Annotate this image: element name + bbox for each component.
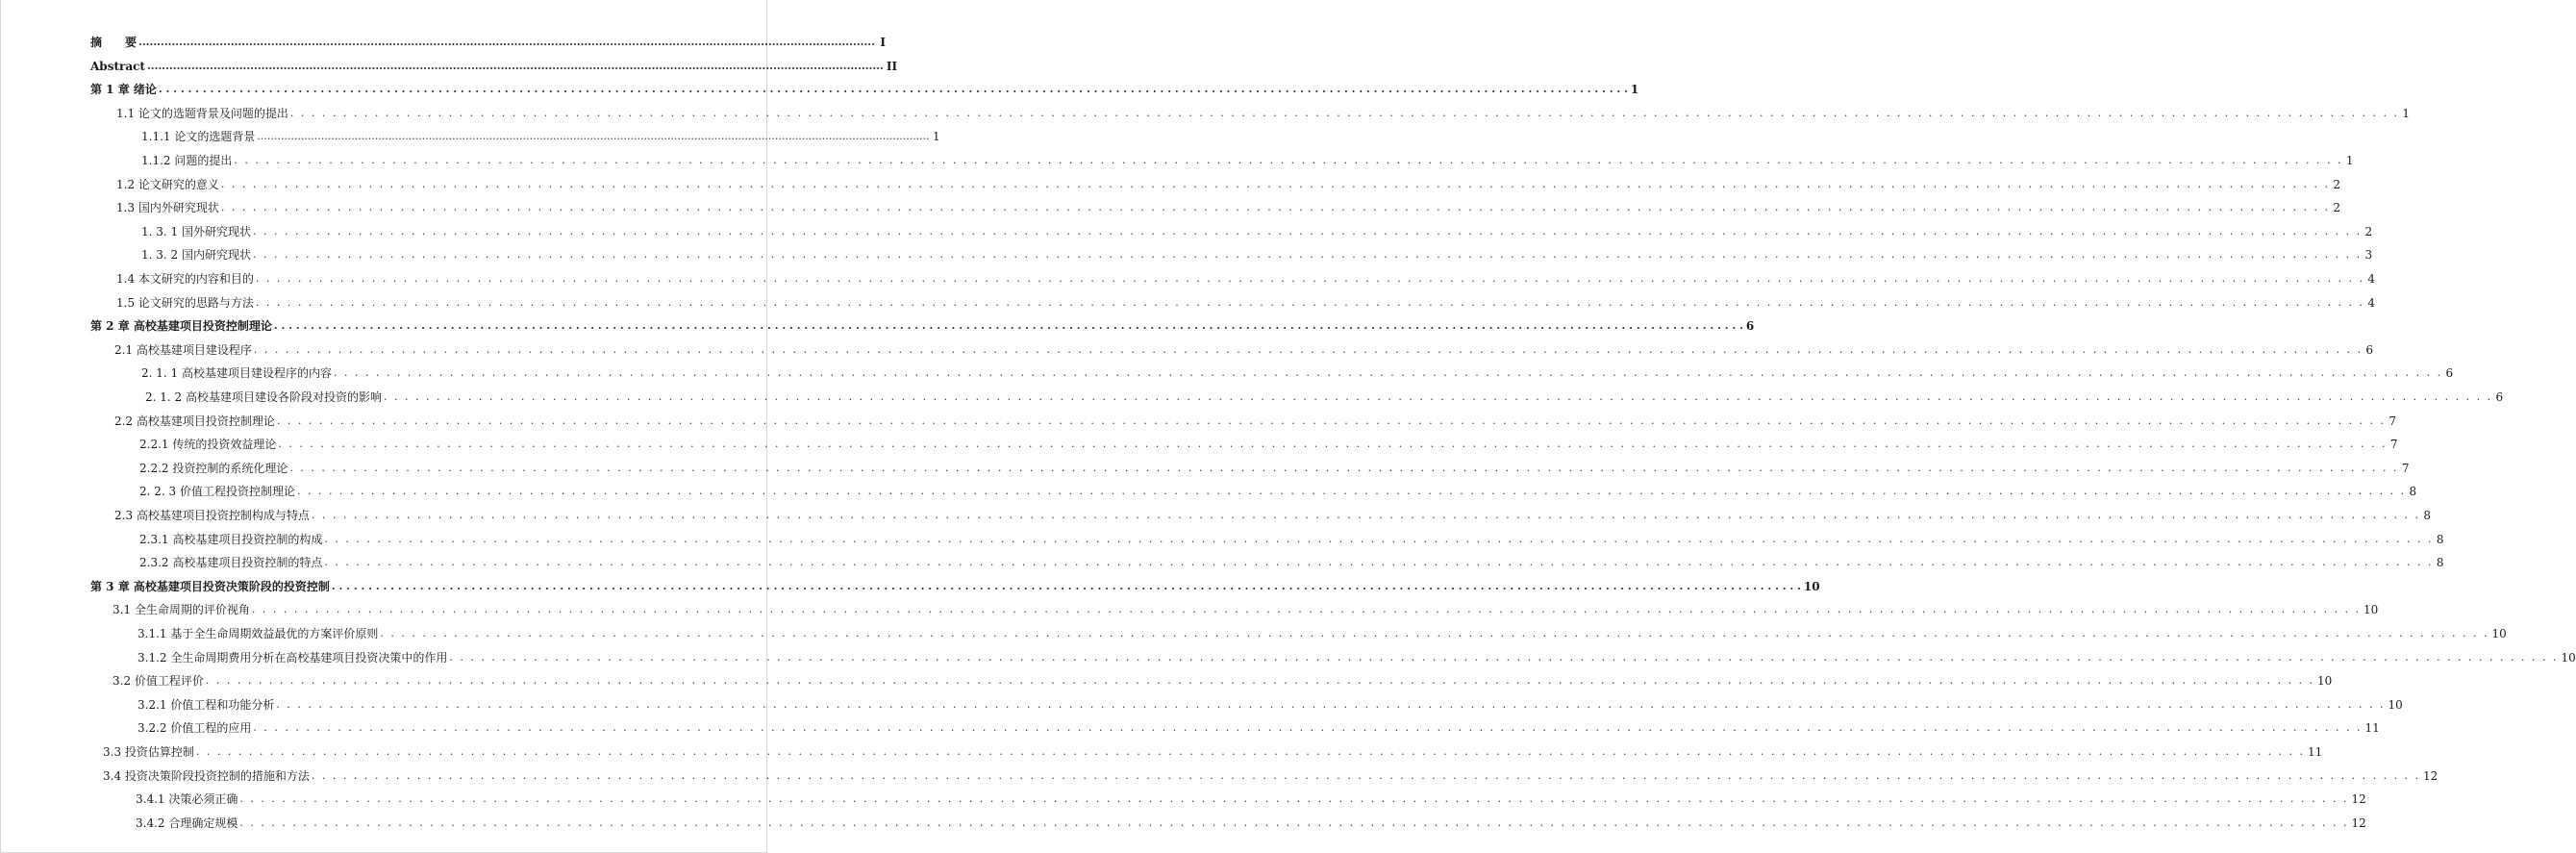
toc-entry-page-number: 1 (933, 130, 940, 144)
toc-entry-page-number: 10 (2561, 650, 2576, 665)
dot-leader: . . . . . . . . . . . . . . . . . . . . . . . . . . . . . . . . . . . . . . . . . . . . . . . . . . . . . . . . . . . . . . . . . . . . . . . . . . . . . . . . . . . . . . . . . . . . . . . . . . . . . . . . . . . . . . . . . . . . . . . . . . . . . . . . . . . . . . . . . . . . . . . . . . . . . . . . . . . . . . . . . . . . . . . . . . . . . . . . . . . . . . . . . . . . . . . . . . . . . . . . (239, 792, 2349, 806)
toc-entry-title: 2. 1. 1 高校基建项目建设程序的内容 (141, 366, 332, 381)
toc-entry-page-number: 4 (2367, 272, 2376, 286)
toc-entry[interactable] (145, 385, 2504, 404)
toc-entry[interactable] (90, 30, 886, 49)
toc-entry-title: 2.2 高校基建项目投资控制理论 (114, 414, 275, 428)
toc-entry-title: 3.4.1 决策必须正确 (136, 792, 238, 807)
toc-entry-title: 3.4 投资决策阶段投资控制的措施和方法 (103, 768, 310, 783)
toc-entry-page-number: 6 (2365, 342, 2374, 357)
toc-entry-page-number: 7 (2401, 461, 2410, 475)
dot-leader: ........................................................................................................................................................................................................ (146, 59, 884, 72)
toc-entry[interactable] (90, 574, 1820, 593)
dot-leader: . . . . . . . . . . . . . . . . . . . . . . . . . . . . . . . . . . . . . . . . . . . . . . . . . . . . . . . . . . . . . . . . . . . . . . . . . . . . . . . . . . . . . . . . . . . . . . . . . . . . . . . . . . . . . . . . . . . . . . . . . . . . . . . . . . . . . . . . . . . . . . . . . . . . . . . . . . . . . . . . . . . . . . . . . . . . . . . . . . . . . . . . . . . . . . . . . . . . . . . . (252, 248, 2363, 262)
toc-entry-title: Abstract (90, 59, 145, 73)
dot-leader: . . . . . . . . . . . . . . . . . . . . . . . . . . . . . . . . . . . . . . . . . . . . . . . . . . . . . . . . . . . . . . . . . . . . . . . . . . . . . . . . . . . . . . . . . . . . . . . . . . . . . . . . . . . . . . . . . . . . . . . . . . . . . . . . . . . . . . . . . . . . . . . . . . . . . . . . . . . . . . . . . . . . . . . . . . . . . . . . . . . . . . . . . . . . . . . . . . . . . . . . (311, 768, 2421, 782)
toc-entry-title: 2.3.2 高校基建项目投资控制的特点 (139, 556, 323, 570)
toc-entry[interactable] (136, 787, 2366, 807)
toc-entry-page-number: 10 (1803, 579, 1820, 593)
toc-entry-page-number: 11 (2364, 721, 2380, 736)
toc-entry[interactable] (114, 503, 2432, 522)
dot-leader: . . . . . . . . . . . . . . . . . . . . . . . . . . . . . . . . . . . . . . . . . . . . . . . . . . . . . . . . . . . . . . . . . . . . . . . . . . . . . . . . . . . . . . . . . . . . . . . . . . . . . . . . . . . . . . . . . . . . . . . . . . . . . . . . . . . . . . . . . . . . . . . . . . . . . . . . . . . . . . . . . . . . . . . . . . . . . . . . . . . . . . . . . . . . . . . . . . . . . . . . (158, 83, 1628, 96)
toc-entry[interactable] (139, 432, 2398, 452)
toc-entry-title: 3.1 全生命周期的评价视角 (113, 603, 250, 617)
dot-leader: ........................................................................................................................................................................................................ (138, 36, 875, 48)
dot-leader: . . . . . . . . . . . . . . . . . . . . . . . . . . . . . . . . . . . . . . . . . . . . . . . . . . . . . . . . . . . . . . . . . . . . . . . . . . . . . . . . . . . . . . . . . . . . . . . . . . . . . . . . . . . . . . . . . . . . . . . . . . . . . . . . . . . . . . . . . . . . . . . . . . . . . . . . . . . . . . . . . . . . . . . . . . . . . . . . . . . . . . . . . . . . . . . . . . . . . . . . (278, 438, 2388, 451)
toc-entry[interactable] (114, 409, 2397, 428)
toc-entry-page-number: 8 (2436, 556, 2444, 570)
toc-entry-title: 摘 要 (90, 36, 138, 49)
toc-entry-page-number: 7 (2388, 414, 2397, 428)
dot-leader: . . . . . . . . . . . . . . . . . . . . . . . . . . . . . . . . . . . . . . . . . . . . . . . . . . . . . . . . . . . . . . . . . . . . . . . . . . . . . . . . . . . . . . . . . . . . . . . . . . . . . . . . . . . . . . . . . . . . . . . . . . . . . . . . . . . . . . . . . . . . . . . . . . . . . . . . . . . . . . . . . . . . . . . . . . . . . . . . . . . . . . . . . . . . . . . . . . . . . . . . (333, 366, 2443, 380)
toc-entry[interactable] (138, 692, 2403, 712)
toc-entry[interactable] (90, 77, 1639, 97)
toc-entry-title: 1.1 论文的选题背景及问题的提出 (116, 106, 288, 120)
toc-entry[interactable] (139, 550, 2444, 570)
toc-entry[interactable] (139, 479, 2417, 499)
toc-entry-page-number: 11 (2308, 745, 2323, 759)
toc-entry-title: 第 1 章 绪论 (90, 83, 157, 97)
toc-entry[interactable] (116, 195, 2341, 215)
toc-entry-title: 1.3 国内外研究现状 (116, 201, 219, 215)
toc-entry-page-number: 2 (2333, 177, 2341, 191)
toc-entry[interactable] (113, 668, 2333, 689)
toc-entry-page-number: 7 (2389, 438, 2398, 452)
dot-leader: . . . . . . . . . . . . . . . . . . . . . . . . . . . . . . . . . . . . . . . . . . . . . . . . . . . . . . . . . . . . . . . . . . . . . . . . . . . . . . . . . . . . . . . . . . . . . . . . . . . . . . . . . . . . . . . . . . . . . . . . . . . . . . . . . . . . . . . . . . . . . . . . . . . . . . . . . . . . . . . . . . . . . . . . . . . . . . . . . . . . . . . . . . . . . . . . . . . . . . . . (220, 177, 2331, 190)
toc-entry-page-number: 12 (2351, 815, 2366, 830)
toc-entry-page-number: 8 (2436, 532, 2444, 546)
dot-leader: . . . . . . . . . . . . . . . . . . . . . . . . . . . . . . . . . . . . . . . . . . . . . . . . . . . . . . . . . . . . . . . . . . . . . . . . . . . . . . . . . . . . . . . . . . . . . . . . . . . . . . . . . . . . . . . . . . . . . . . . . . . . . . . . . . . . . . . . . . . . . . . . . . . . . . . . . . . . . . . . . . . . . . . . . . . . . . . . . . . . . . . . . . . . . . . . . . . . . . . . (195, 745, 2306, 758)
dot-leader: . . . . . . . . . . . . . . . . . . . . . . . . . . . . . . . . . . . . . . . . . . . . . . . . . . . . . . . . . . . . . . . . . . . . . . . . . . . . . . . . . . . . . . . . . . . . . . . . . . . . . . . . . . . . . . . . . . . . . . . . . . . . . . . . . . . . . . . . . . . . . . . . . . . . . . . . . . . . . . . . . . . . . . . . . . . . . . . . . . . . . . . . . . . . . . . . . . . . . . . . (380, 627, 2489, 640)
dot-leader: . . . . . . . . . . . . . . . . . . . . . . . . . . . . . . . . . . . . . . . . . . . . . . . . . . . . . . . . . . . . . . . . . . . . . . . . . . . . . . . . . . . . . . . . . . . . . . . . . . . . . . . . . . . . . . . . . . . . . . . . . . . . . . . . . . . . . . . . . . . . . . . . . . . . . . . . . . . . . . . . . . . . . . . . . . . . . . . . . . . . . . . . . . . . . . . . . . . . . . . . (251, 603, 2362, 616)
toc-entry-title: 1. 3. 2 国内研究现状 (141, 248, 251, 263)
toc-entry-page-number: 10 (2363, 603, 2379, 617)
toc-entry-title: 第 2 章 高校基建项目投资控制理论 (90, 319, 272, 334)
dot-leader: . . . . . . . . . . . . . . . . . . . . . . . . . . . . . . . . . . . . . . . . . . . . . . . . . . . . . . . . . . . . . . . . . . . . . . . . . . . . . . . . . . . . . . . . . . . . . . . . . . . . . . . . . . . . . . . . . . . . . . . . . . . . . . . . . . . . . . . . . . . . . . . . . . . . . . . . . . . . . . . . . . . . . . . . . . . . . . . . . . . . . . . . . . . . . . . . . . . . . . . . (331, 579, 1801, 592)
toc-entry-page-number: 10 (2388, 697, 2403, 712)
toc-entry[interactable] (141, 361, 2454, 381)
toc-entry[interactable] (136, 811, 2366, 830)
toc-entry[interactable] (138, 645, 2576, 665)
dot-leader: . . . . . . . . . . . . . . . . . . . . . . . . . . . . . . . . . . . . . . . . . . . . . . . . . . . . . . . . . . . . . . . . . . . . . . . . . . . . . . . . . . . . . . . . . . . . . . . . . . . . . . . . . . . . . . . . . . . . . . . . . . . . . . . . . . . . . . . . . . . . . . . . . . . . . . . . . . . . . . . . . . . . . . . . . . . . . . . . . . . . . . . . . . . . . . . . . . . . . . . . (449, 650, 2559, 664)
toc-entry[interactable] (103, 764, 2438, 783)
toc-entry-title: 3.4.2 合理确定规模 (136, 815, 238, 830)
dot-leader: . . . . . . . . . . . . . . . . . . . . . . . . . . . . . . . . . . . . . . . . . . . . . . . . . . . . . . . . . . . . . . . . . . . . . . . . . . . . . . . . . . . . . . . . . . . . . . . . . . . . . . . . . . . . . . . . . . . . . . . . . . . . . . . . . . . . . . . . . . . . . . . . . . . . . . . . . . . . . . . . . . . . . . . . . . . . . . . . . . . . . . . . . . . . . . . . . . . . . . . . (324, 556, 2434, 569)
toc-entry-page-number: 6 (2445, 366, 2454, 381)
toc-entry-title: 3.1.2 全生命周期费用分析在高校基建项目投资决策中的作用 (138, 650, 448, 665)
toc-entry[interactable] (141, 124, 940, 144)
toc-entry-title: 2.3 高校基建项目投资控制构成与特点 (114, 509, 310, 522)
toc-entry-page-number: II (886, 59, 898, 73)
toc-entry-title: 2. 2. 3 价值工程投资控制理论 (139, 485, 295, 499)
toc-entry-title: 1.5 论文研究的思路与方法 (116, 295, 254, 310)
dot-leader: . . . . . . . . . . . . . . . . . . . . . . . . . . . . . . . . . . . . . . . . . . . . . . . . . . . . . . . . . . . . . . . . . . . . . . . . . . . . . . . . . . . . . . . . . . . . . . . . . . . . . . . . . . . . . . . . . . . . . . . . . . . . . . . . . . . . . . . . . . . . . . . . . . . . . . . . . . . . . . . . . . . . . . . . . . . . . . . . . . . . . . . . . . . . . . . . . . . . . . . . (205, 674, 2315, 688)
dot-leader: . . . . . . . . . . . . . . . . . . . . . . . . . . . . . . . . . . . . . . . . . . . . . . . . . . . . . . . . . . . . . . . . . . . . . . . . . . . . . . . . . . . . . . . . . . . . . . . . . . . . . . . . . . . . . . . . . . . . . . . . . . . . . . . . . . . . . . . . . . . . . . . . . . . . . . . . . . . . . . . . . . . . . . . . . . . . . . . . . . . . . . . . . . . . . . . . . . . . . . . . (253, 342, 2363, 356)
toc-entry-title: 1.1.1 论文的选题背景 (141, 130, 256, 144)
dot-leader: . . . . . . . . . . . . . . . . . . . . . . . . . . . . . . . . . . . . . . . . . . . . . . . . . . . . . . . . . . . . . . . . . . . . . . . . . . . . . . . . . . . . . . . . . . . . . . . . . . . . . . . . . . . . . . . . . . . . . . . . . . . . . . . . . . . . . . . . . . . . . . . . . . . . . . . . . . . . . . . . . . . . . . . . . . . . . . . . . . . . . . . . . . . . . . . . . . . . . . . . (276, 414, 2387, 427)
dot-leader: . . . . . . . . . . . . . . . . . . . . . . . . . . . . . . . . . . . . . . . . . . . . . . . . . . . . . . . . . . . . . . . . . . . . . . . . . . . . . . . . . . . . . . . . . . . . . . . . . . . . . . . . . . . . . . . . . . . . . . . . . . . . . . . . . . . . . . . . . . . . . . . . . . . . . . . . . . . . . . . . . . . . . . . . . . . . . . . . . . . . . . . . . . . . . . . . . . . . . . . . (296, 485, 2407, 498)
toc-entry-title: 3.2.2 价值工程的应用 (138, 721, 252, 736)
toc-entry[interactable] (90, 314, 1755, 334)
toc-entry-title: 1.4 本文研究的内容和目的 (116, 272, 254, 286)
toc-entry[interactable] (116, 290, 2376, 310)
toc-entry[interactable] (138, 621, 2507, 640)
toc-entry-page-number: 1 (2345, 154, 2354, 167)
toc-entry[interactable] (116, 266, 2376, 286)
toc-entry-title: 2. 1. 2 高校基建项目建设各阶段对投资的影响 (145, 390, 382, 404)
toc-entry-title: 1.1.2 问题的提出 (141, 154, 233, 167)
toc-entry-page-number: 6 (1745, 319, 1755, 334)
dot-leader: . . . . . . . . . . . . . . . . . . . . . . . . . . . . . . . . . . . . . . . . . . . . . . . . . . . . . . . . . . . . . . . . . . . . . . . . . . . . . . . . . . . . . . . . . . . . . . . . . . . . . . . . . . . . . . . . . . . . . . . . . . . . . . . . . . . . . . . . . . . . . . . . . . . . . . . . . . . . . . . . . . . . . . . . . . . . . . . . . . . . . . . . . . . . . . . . . . . . . . . . (255, 272, 2365, 285)
toc-entry-page-number: 1 (1630, 83, 1639, 97)
dot-leader: . . . . . . . . . . . . . . . . . . . . . . . . . . . . . . . . . . . . . . . . . . . . . . . . . . . . . . . . . . . . . . . . . . . . . . . . . . . . . . . . . . . . . . . . . . . . . . . . . . . . . . . . . . . . . . . . . . . . . . . . . . . . . . . . . . . . . . . . . . . . . . . . . . . . . . . . . . . . . . . . . . . . . . . . . . . . . . . . . . . . . . . . . . . . . . . . . . . . . . . . (239, 815, 2349, 829)
dot-leader: . . . . . . . . . . . . . . . . . . . . . . . . . . . . . . . . . . . . . . . . . . . . . . . . . . . . . . . . . . . . . . . . . . . . . . . . . . . . . . . . . . . . . . . . . . . . . . . . . . . . . . . . . . . . . . . . . . . . . . . . . . . . . . . . . . . . . . . . . . . . . . . . . . . . . . . . . . . . . . . . . . . . . . . . . . . . . . . . . . . . . . . . . . . . . . . . . . . . . . . . (252, 224, 2363, 238)
toc-entry-page-number: 12 (2423, 768, 2438, 783)
toc-entry[interactable] (90, 54, 898, 73)
toc-entry-title: 1. 3. 1 国外研究现状 (141, 224, 251, 238)
dot-leader: . . . . . . . . . . . . . . . . . . . . . . . . . . . . . . . . . . . . . . . . . . . . . . . . . . . . . . . . . . . . . . . . . . . . . . . . . . . . . . . . . . . . . . . . . . . . . . . . . . . . . . . . . . . . . . . . . . . . . . . . . . . . . . . . . . . . . . . . . . . . . . . . . . . . . . . . . . . . . . . . . . . . . . . . . . . . . . . . . . . . . . . . . . . . . . . . . . . . . . . . (253, 721, 2363, 735)
toc-entry-page-number: 10 (2317, 674, 2333, 689)
toc-entry[interactable] (114, 338, 2374, 357)
toc-entry-title: 2.2.2 投资控制的系统化理论 (139, 461, 288, 475)
toc-entry-title: 3.2.1 价值工程和功能分析 (138, 697, 275, 712)
toc-entry-page-number: 2 (2333, 201, 2341, 215)
toc-entry[interactable] (138, 715, 2380, 736)
toc-entry[interactable] (141, 148, 2354, 167)
dot-leader: . . . . . . . . . . . . . . . . . . . . . . . . . . . . . . . . . . . . . . . . . . . . . . . . . . . . . . . . . . . . . . . . . . . . . . . . . . . . . . . . . . . . . . . . . . . . . . . . . . . . . . . . . . . . . . . . . . . . . . . . . . . . . . . . . . . . . . . . . . . . . . . . . . . . . . . . . . . . . . . . . . . . . . . . . . . . . . . . . . . . . . . . . . . . . . . . . . . . . . . . (234, 154, 2343, 166)
dot-leader: . . . . . . . . . . . . . . . . . . . . . . . . . . . . . . . . . . . . . . . . . . . . . . . . . . . . . . . . . . . . . . . . . . . . . . . . . . . . . . . . . . . . . . . . . . . . . . . . . . . . . . . . . . . . . . . . . . . . . . . . . . . . . . . . . . . . . . . . . . . . . . . . . . . . . . . . . . . . . . . . . . . . . . . . . . . . . . . . . . . . . . . . . . . . . . . . . . . . . . . . (289, 461, 2399, 474)
toc-entry-page-number: 8 (2409, 485, 2417, 499)
toc-entry-title: 1.2 论文研究的意义 (116, 177, 219, 191)
toc-entry[interactable] (141, 219, 2373, 238)
toc-entry-page-number: 12 (2351, 792, 2366, 807)
toc-entry[interactable] (141, 242, 2373, 263)
toc-entry[interactable] (139, 456, 2410, 475)
toc-entry-title: 3.2 价值工程评价 (113, 674, 204, 689)
toc-entry[interactable] (139, 527, 2444, 546)
toc-entry-page-number: 10 (2491, 627, 2507, 640)
dot-leader: . . . . . . . . . . . . . . . . . . . . . . . . . . . . . . . . . . . . . . . . . . . . . . . . . . . . . . . . . . . . . . . . . . . . . . . . . . . . . . . . . . . . . . . . . . . . . . . . . . . . . . . . . . . . . . . . . . . . . . . . . . . . . . . . . . . . . . . . . . . . . . . . . . . . . . . . . . . . . . . . . . . . . . . . . . . . . . . . . . . . . . . . . . . . . . . . . . . . . . . . (220, 201, 2331, 214)
dot-leader: . . . . . . . . . . . . . . . . . . . . . . . . . . . . . . . . . . . . . . . . . . . . . . . . . . . . . . . . . . . . . . . . . . . . . . . . . . . . . . . . . . . . . . . . . . . . . . . . . . . . . . . . . . . . . . . . . . . . . . . . . . . . . . . . . . . . . . . . . . . . . . . . . . . . . . . . . . . . . . . . . . . . . . . . . . . . . . . . . . . . . . . . . . . . . . . . . . . . . . . . (276, 697, 2386, 711)
toc-entry-page-number: 1 (2402, 106, 2411, 120)
toc-entry-title: 2.2.1 传统的投资效益理论 (139, 438, 277, 452)
toc-entry-title: 2.3.1 高校基建项目投资控制的构成 (139, 532, 323, 546)
toc-entry[interactable] (116, 101, 2411, 120)
dot-leader: . . . . . . . . . . . . . . . . . . . . . . . . . . . . . . . . . . . . . . . . . . . . . . . . . . . . . . . . . . . . . . . . . . . . . . . . . . . . . . . . . . . . . . . . . . . . . . . . . . . . . . . . . . . . . . . . . . . . . . . . . . . . . . . . . . . . . . . . . . . . . . . . . . . . . . . . . . . . . . . . . . . . . . . . . . . . . . . . . . . . . . . . . . . . . . . . . . . . . . . . (324, 532, 2434, 545)
toc-entry-title: 3.3 投资估算控制 (103, 745, 194, 759)
dot-leader: . . . . . . . . . . . . . . . . . . . . . . . . . . . . . . . . . . . . . . . . . . . . . . . . . . . . . . . . . . . . . . . . . . . . . . . . . . . . . . . . . . . . . . . . . . . . . . . . . . . . . . . . . . . . . . . . . . . . . . . . . . . . . . . . . . . . . . . . . . . . . . . . . . . . . . . . . . . . . . . . . . . . . . . . . . . . . . . . . . . . . . . . . . . . . . . . . . . . . . . . (383, 390, 2493, 403)
toc-entry-page-number: I (880, 36, 886, 49)
toc-entry-title: 3.1.1 基于全生命周期效益最优的方案评价原则 (138, 627, 379, 640)
dot-leader: . . . . . . . . . . . . . . . . . . . . . . . . . . . . . . . . . . . . . . . . . . . . . . . . . . . . . . . . . . . . . . . . . . . . . . . . . . . . . . . . . . . . . . . . . . . . . . . . . . . . . . . . . . . . . . . . . . . . . . . . . . . . . . . . . . . . . . . . . . . . . . . . . . . . . . . . . . . . . . . . . . . . . . . . . . . . . . . . . . . . . . . . . . . . . . . . . . . . . . . . (255, 295, 2365, 309)
toc-entry-page-number: 4 (2367, 295, 2376, 310)
toc-entry-page-number: 8 (2423, 509, 2432, 522)
toc-entry[interactable] (103, 740, 2323, 759)
dot-leader: ........................................................................................................................................................................................................ (257, 130, 930, 143)
toc-entry-page-number: 3 (2364, 248, 2373, 263)
toc-entry-page-number: 2 (2364, 224, 2373, 238)
toc-entry[interactable] (116, 172, 2341, 191)
dot-leader: . . . . . . . . . . . . . . . . . . . . . . . . . . . . . . . . . . . . . . . . . . . . . . . . . . . . . . . . . . . . . . . . . . . . . . . . . . . . . . . . . . . . . . . . . . . . . . . . . . . . . . . . . . . . . . . . . . . . . . . . . . . . . . . . . . . . . . . . . . . . . . . . . . . . . . . . . . . . . . . . . . . . . . . . . . . . . . . . . . . . . . . . . . . . . . . . . . . . . . . . (311, 509, 2421, 521)
dot-leader: . . . . . . . . . . . . . . . . . . . . . . . . . . . . . . . . . . . . . . . . . . . . . . . . . . . . . . . . . . . . . . . . . . . . . . . . . . . . . . . . . . . . . . . . . . . . . . . . . . . . . . . . . . . . . . . . . . . . . . . . . . . . . . . . . . . . . . . . . . . . . . . . . . . . . . . . . . . . . . . . . . . . . . . . . . . . . . . . . . . . . . . . . . . . . . . . . . . . . . . . (273, 319, 1743, 333)
dot-leader: . . . . . . . . . . . . . . . . . . . . . . . . . . . . . . . . . . . . . . . . . . . . . . . . . . . . . . . . . . . . . . . . . . . . . . . . . . . . . . . . . . . . . . . . . . . . . . . . . . . . . . . . . . . . . . . . . . . . . . . . . . . . . . . . . . . . . . . . . . . . . . . . . . . . . . . . . . . . . . . . . . . . . . . . . . . . . . . . . . . . . . . . . . . . . . . . . . . . . . . . (289, 106, 2400, 119)
toc-entry-title: 2.1 高校基建项目建设程序 (114, 342, 252, 357)
toc-entry[interactable] (113, 597, 2379, 617)
toc-entry-page-number: 6 (2495, 390, 2504, 404)
toc-entry-title: 第 3 章 高校基建项目投资决策阶段的投资控制 (90, 579, 330, 593)
